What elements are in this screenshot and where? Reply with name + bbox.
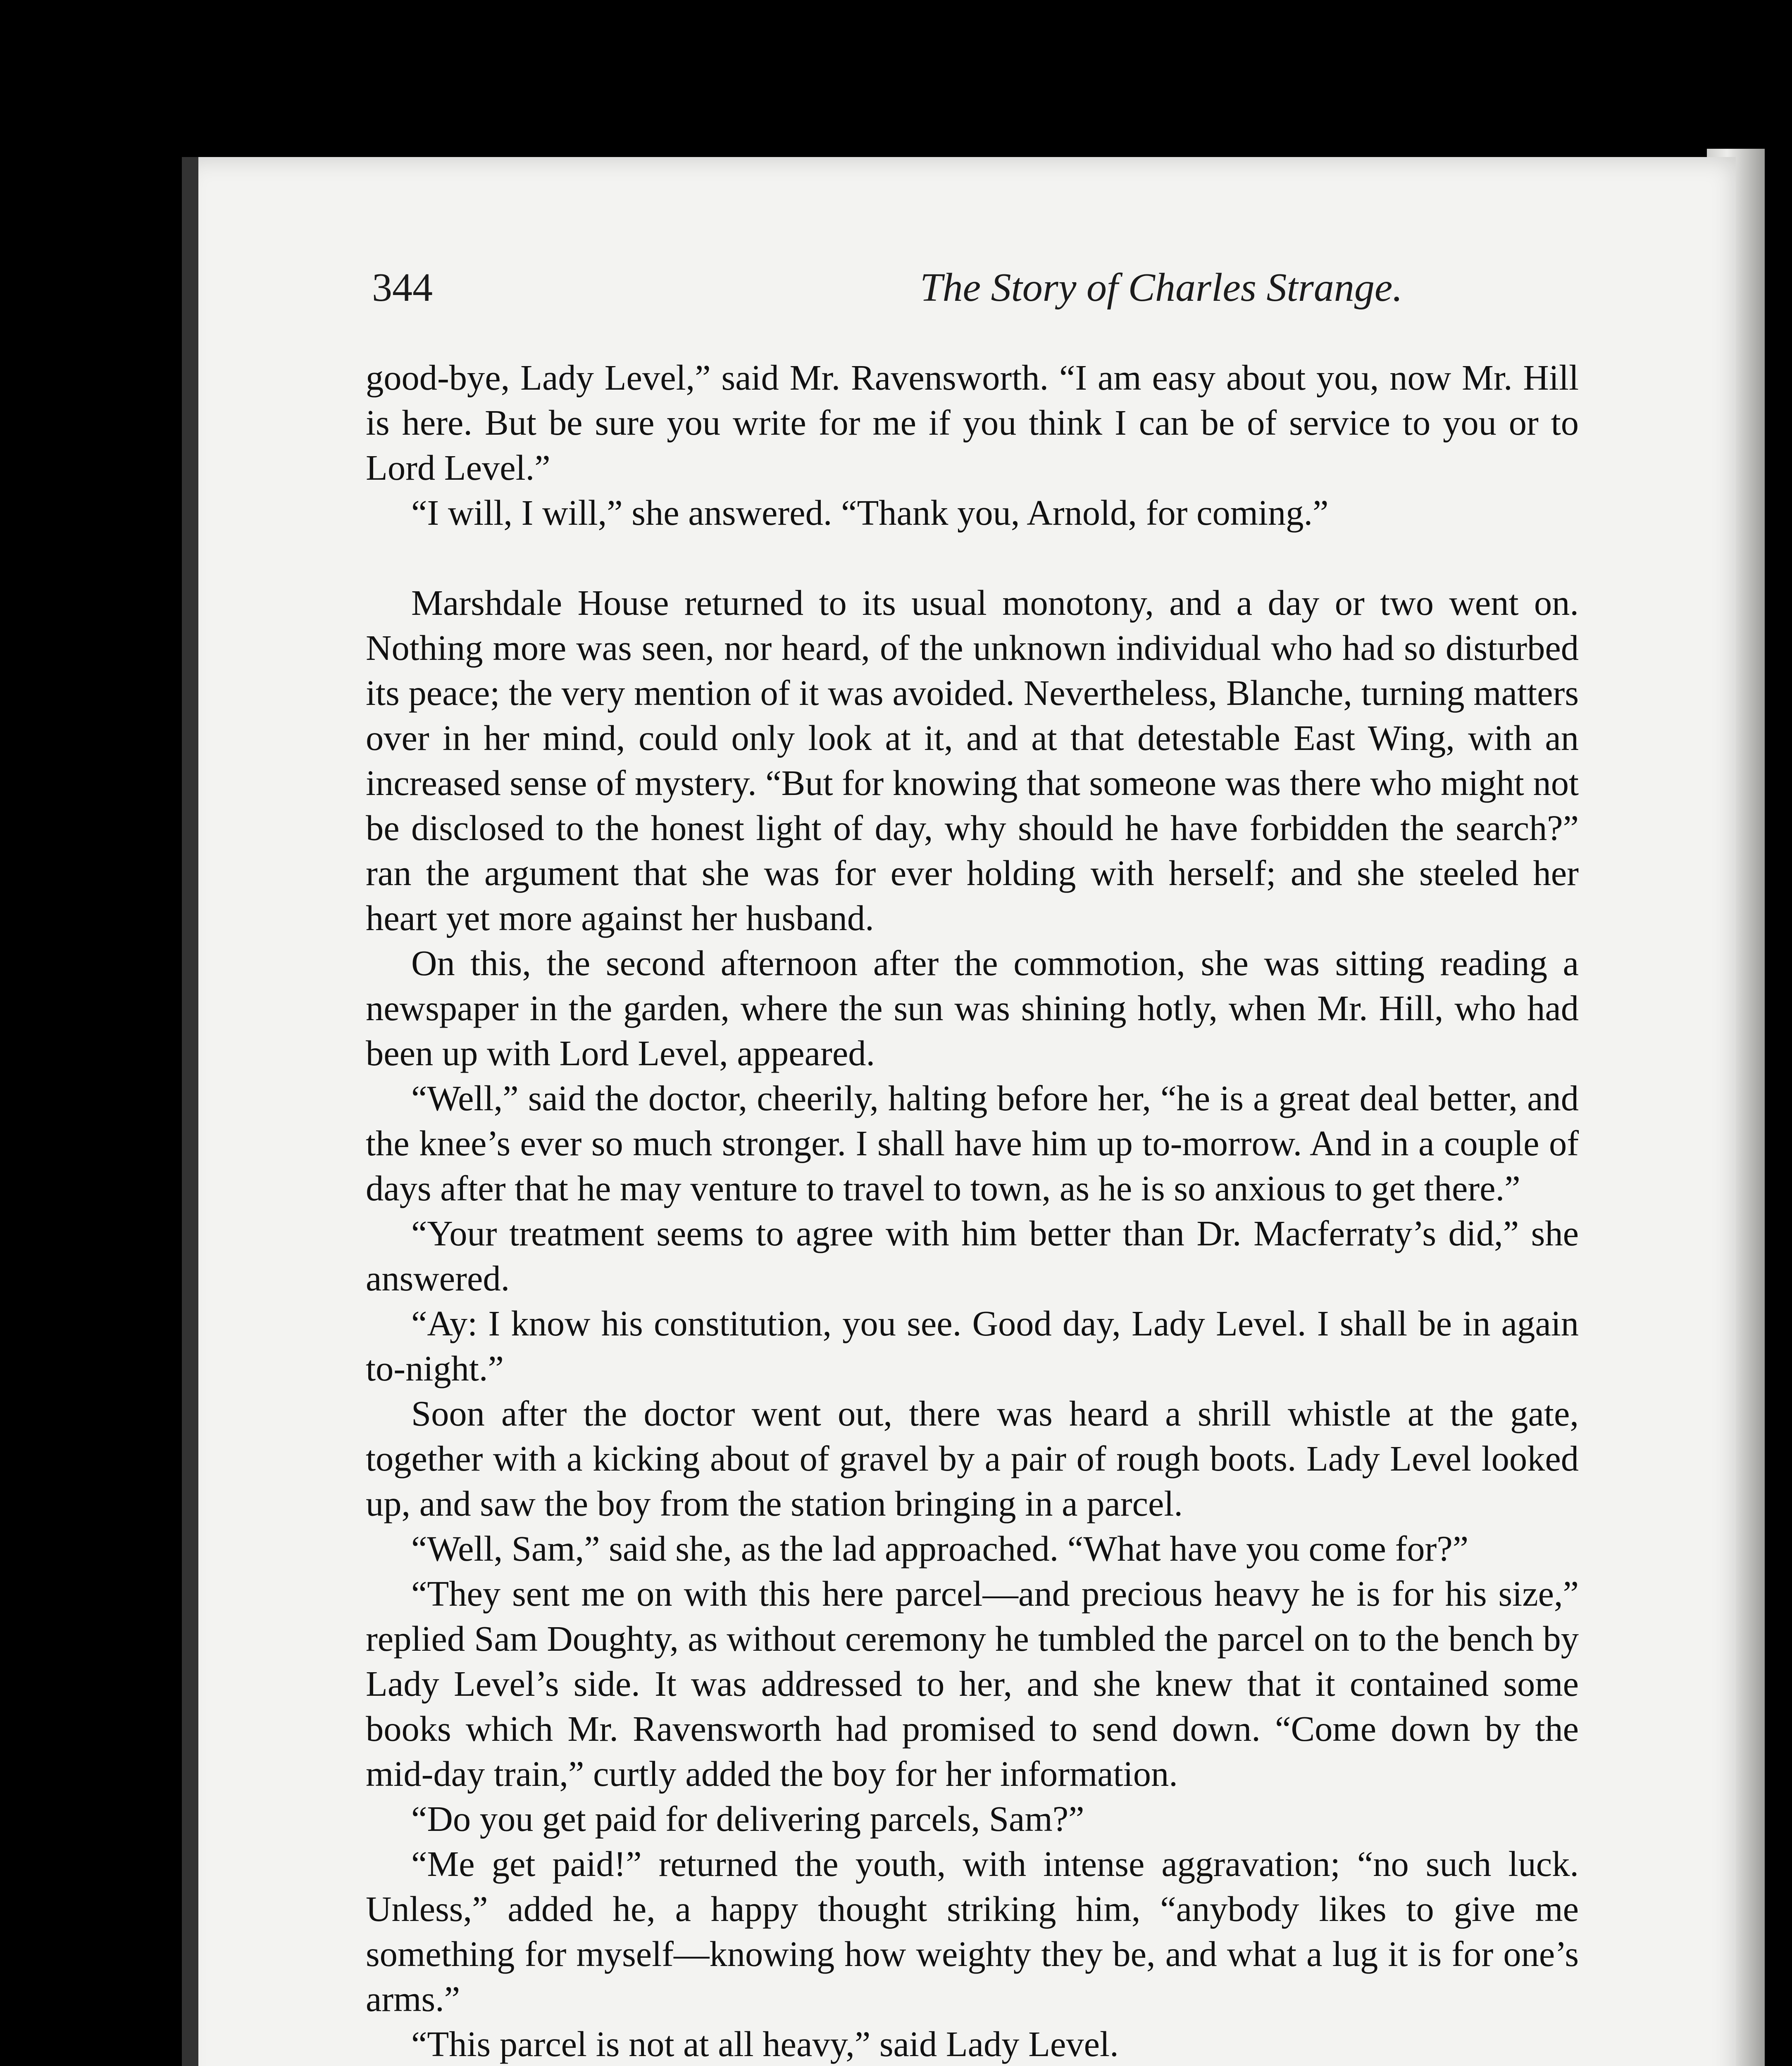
paragraph: On this, the second afternoon after the commotion, she was sitting reading a newspaper in the garden, where the sun was shining hotly, when Mr. Hill, who had been up with Lord Level, appeared. bbox=[366, 943, 1579, 1073]
paragraph: “Well,” said the doctor, cheerily, halting before her, “he is a great deal better, and the knee’s ever so much stronger. I shall have him up to-morrow. And in a couple of days after that he may venture to travel to town, as he is so anxious to get there.” bbox=[366, 1078, 1579, 1208]
paragraph: good-bye, Lady Level,” said Mr. Ravensworth. “I am easy about you, now Mr. Hill is here. But be sure you write for me if you think I can be of service to you or to Lord Level.” bbox=[366, 358, 1579, 488]
paragraph: “Me get paid!” returned the youth, with intense aggravation; “no such luck. Unless,” added he, a happy thought striking him, “anybody likes to give me something for myself—knowing how weighty they be, and what a lug it is for one’s arms.” bbox=[366, 1844, 1579, 2019]
paragraph: “Do you get paid for delivering parcels, Sam?” bbox=[411, 1799, 1084, 1839]
page-gutter bbox=[182, 157, 198, 2066]
paragraph: “This parcel is not at all heavy,” said Lady Level. bbox=[411, 2024, 1119, 2064]
paragraph: “I will, I will,” she answered. “Thank you, Arnold, for coming.” bbox=[411, 493, 1329, 533]
paragraph: “Well, Sam,” said she, as the lad approached. “What have you come for?” bbox=[411, 1529, 1469, 1569]
page-header bbox=[372, 264, 1632, 322]
paragraph: “Ay: I know his constitution, you see. Good day, Lady Level. I shall be in again to-night.” bbox=[366, 1304, 1579, 1388]
page-number: 344 bbox=[372, 265, 433, 310]
running-title: The Story of Charles Strange. bbox=[920, 265, 1403, 310]
paragraph: “They sent me on with this here parcel—and precious heavy he is for his size,” replied Sam Doughty, as without ceremony he tumbled the parcel on to the bench by Lady Level’s side. It was addressed to her, and she knew that it contained some books which Mr. Ravensworth had promised to send down. “Come down by the mid-day train,” curtly added the boy for her information. bbox=[366, 1574, 1579, 1794]
paragraph: Soon after the doctor went out, there was heard a shrill whistle at the gate, together with a kicking about of gravel by a pair of rough boots. Lady Level looked up, and saw the boy from the station bringing in a parcel. bbox=[366, 1394, 1579, 1523]
paragraph: Marshdale House returned to its usual monotony, and a day or two went on. Nothing more was seen, nor heard, of the unknown individual who had so disturbed its peace; the very mention of it was avoided. Nevertheless, Blanche, turning matters over in her mind, could only look at it, and at that detestable East Wing, with an increased sense of mystery. “But for knowing that someone was there who might not be disclosed to the honest light of day, why should he have forbidden the search?” ran the argument that she was for ever holding with herself; and she steeled her heart yet more against her husband. bbox=[366, 583, 1579, 938]
paragraph: “Your treatment seems to agree with him better than Dr. Macferraty’s did,” she answered. bbox=[366, 1214, 1579, 1298]
body-text bbox=[366, 355, 1579, 2066]
